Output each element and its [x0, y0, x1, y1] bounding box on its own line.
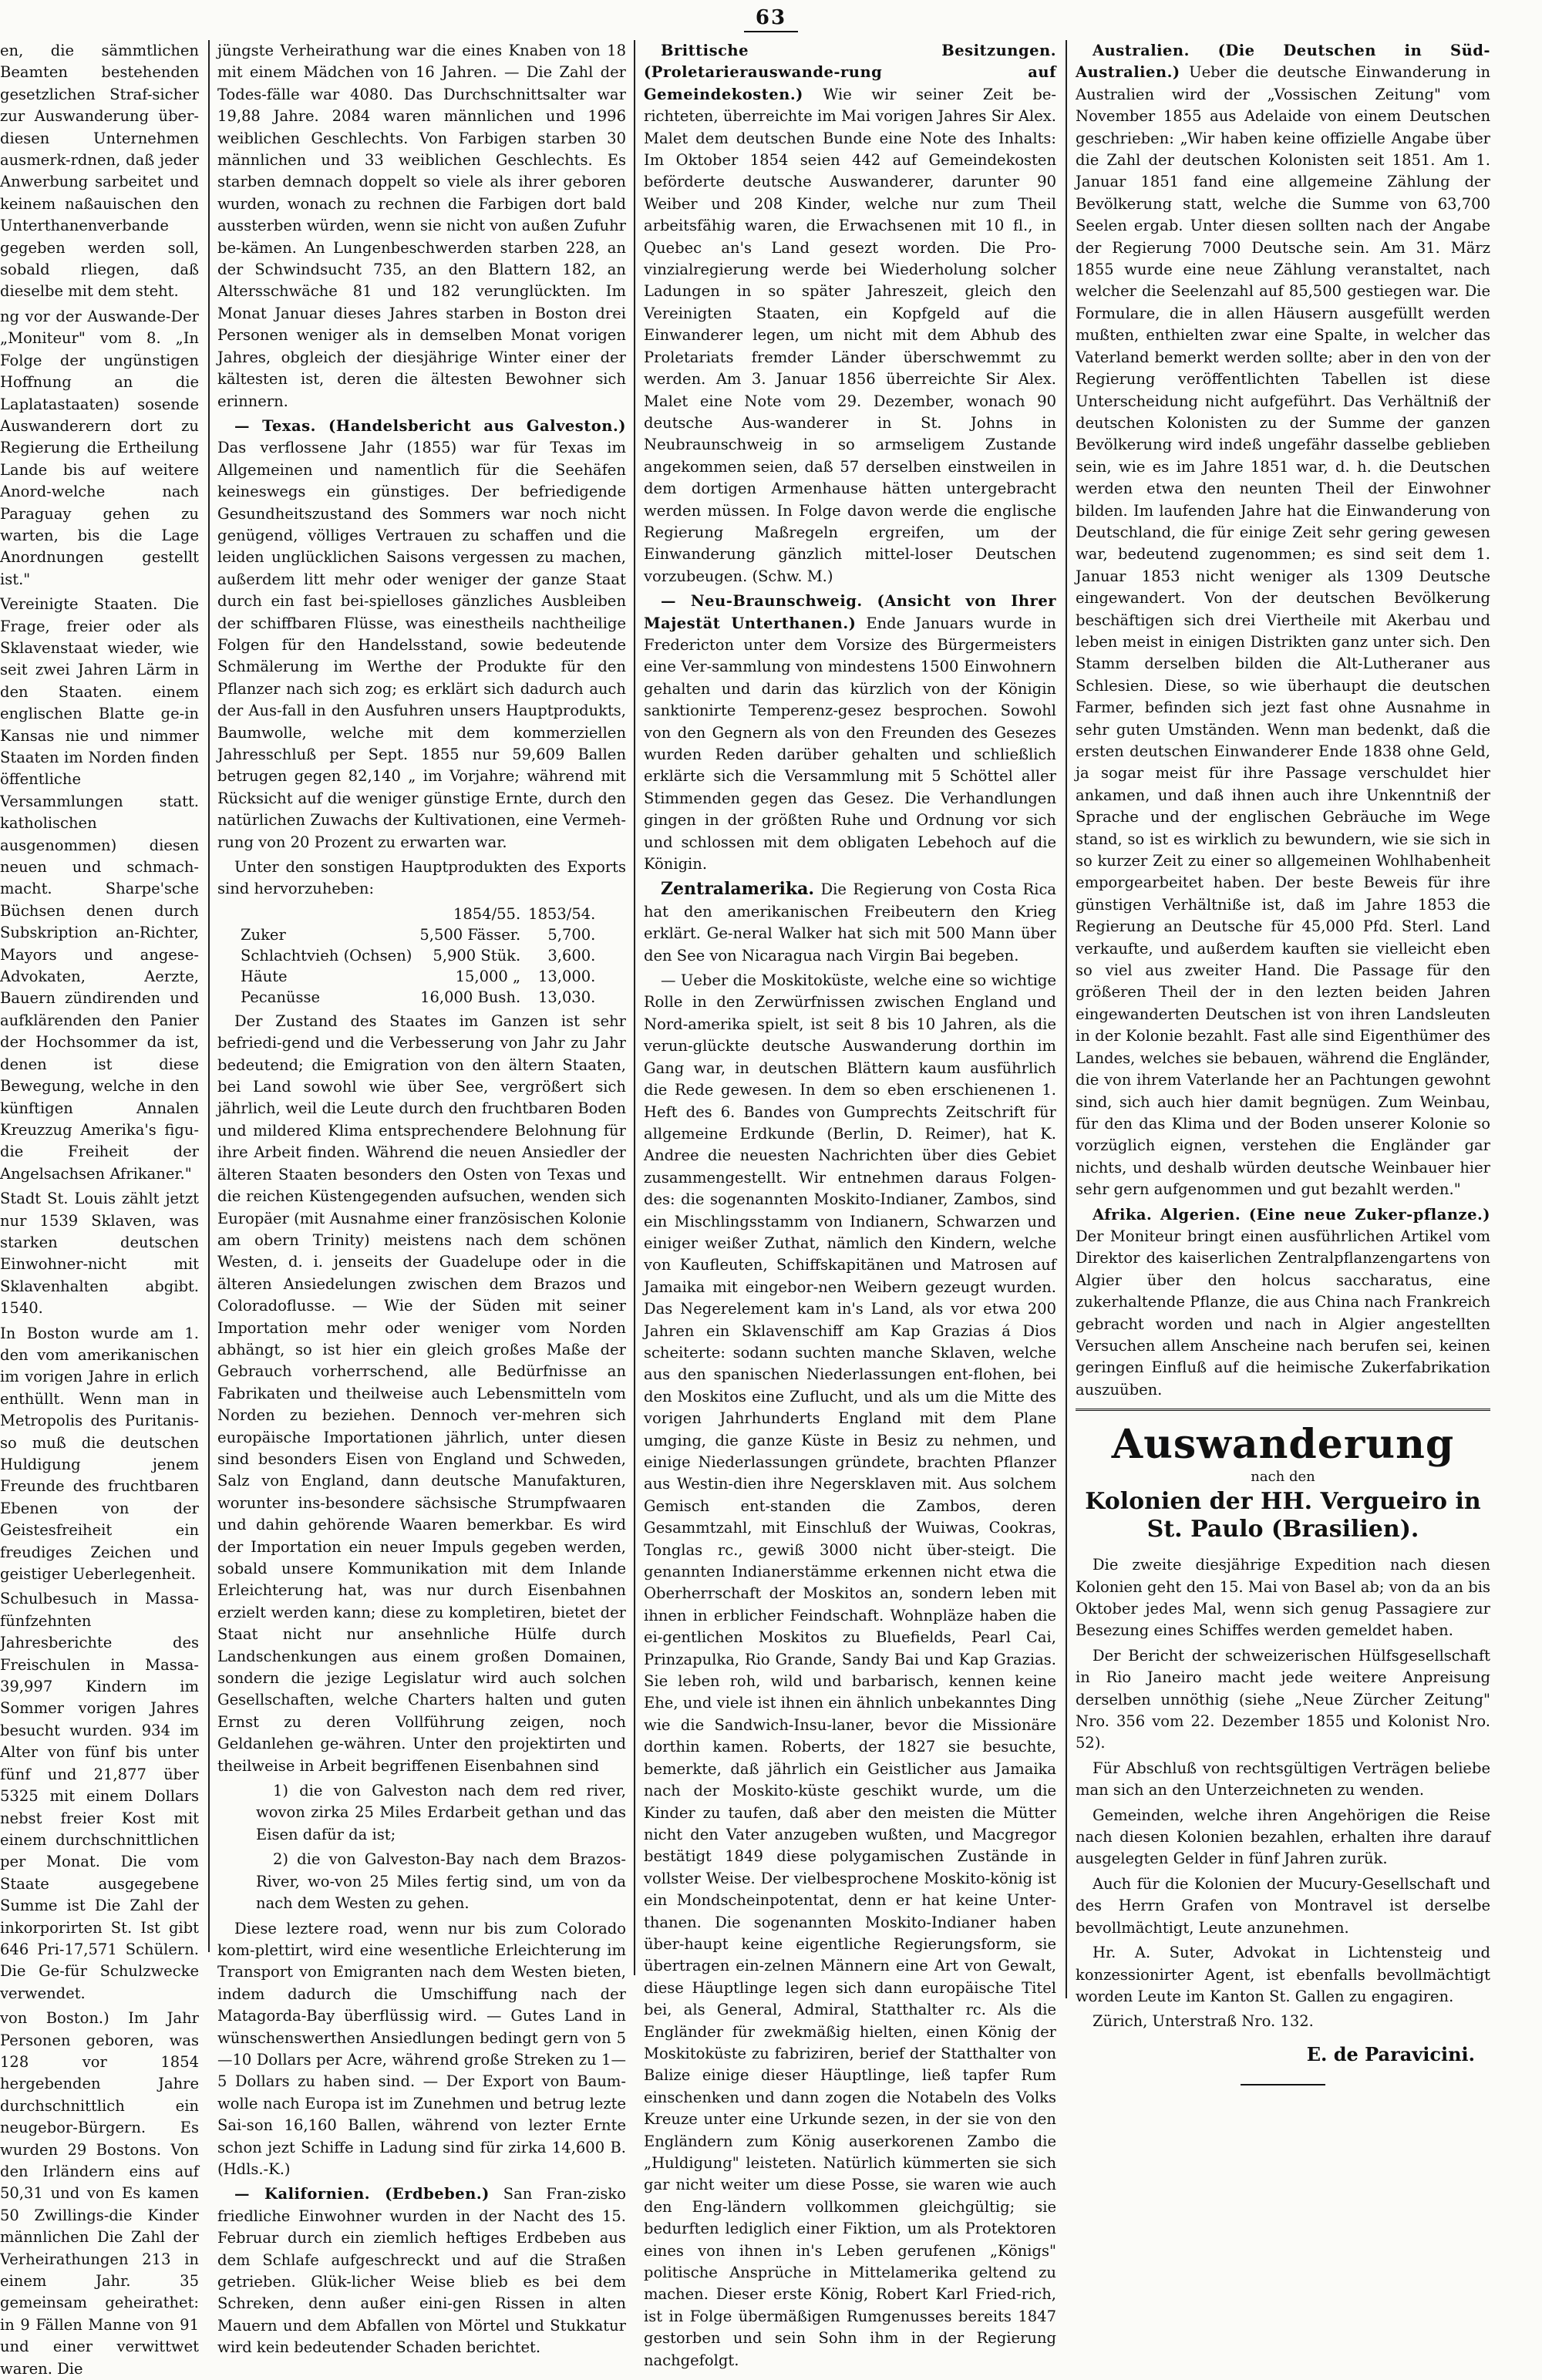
ca-text: Die Regierung von Costa Rica hat den amerikanischen Freibeutern den Krieg erklärt. Ge-neral Walker hat sich mit 500 Mann über den See von Nicaragua nach Virgin Bai begeben. [644, 880, 1056, 964]
end-rule [1241, 2084, 1325, 2085]
export-value: 13,000. [537, 967, 596, 985]
africa-text: Der Moniteur bringt einen ausführlichen Artikel vom Direktor des kaiserlichen Zentralpflanzengartens von Algier über den holcus saccharatus, eine zukerhaltende Pflanze, die aus China nach Frankreich gebracht worden und nach in Algier angestellten Versuchen allem Anscheine nach berufen sei, keinen geringen Einfluß auf die heimische Zukerfabrikation auszuüben. [1076, 1227, 1490, 1399]
column-1 [217, 40, 626, 2357]
column-rule-2 [634, 40, 635, 1975]
advertisement-title: Auswanderung [1111, 1421, 1455, 1469]
export-item: Pecanüsse [241, 988, 321, 1006]
paragraph-texas [217, 416, 626, 853]
export-value: 5,900 Stük. [433, 946, 521, 964]
nb-text: Ende Januars wurde in Fredericton unter dem Vorsize des Bürgermeisters eine Ver-sammlung von mindestens 1500 Einwohnern gehalten und darin das kürzlich von der Königin sanktionirte Temperenz-gesez besprochen. Sowohl von den Gegnern als von den Freunden des Gesezes wurden Reden darüber gehalten und schließlich erklärte sich die Versammlung mit 5 Schöttel aller Stimmenden gegen das Gesez. Die Verhandlungen gingen in der größten Ruhe und Ordnung vor sich und schlossen mit dem obligaten Lebehoch auf die Königin. [644, 614, 1056, 874]
list-item: 2) die von Galveston-Bay nach dem Brazos-River, wo-von 25 Miles fertig sind, um von da nach dem Westen zu gehen. [256, 1850, 626, 1913]
table-header-row [241, 904, 603, 924]
advertisement-rule [1076, 1409, 1490, 1411]
section-heading-new-brunswick: — Neu-Braunschweig. (Ansicht von Ihrer Majestät Unterthanen.) [644, 592, 1056, 632]
table-row [241, 945, 603, 966]
paragraph: jüngste Verheirathung war die eines Knaben von 18 mit einem Mädchen von 16 Jahren. — Die Zahl der Todes-fälle war 4080. Das Durchschnittsalter war 19,88 Jahre. 2084 waren männlichen und 1996 weiblichen Geschlechts. Von Farbigen starben 30 männlichen und 33 weiblichen Geschlechts. Es starben demnach doppelt so viele als ihrer geboren wurden, wonach zu rechnen die Farbigen dort bald aussterben würden, wenn sie nicht von außen Zufuhr be-kämen. An Lungenbeschwerden starben 228, an der Schwindsucht 735, an den Blattern 182, an Altersschwäche 81 und 182 verunglückten. Im Monat Januar dieses Jahres starben in Boston drei Personen weniger als in demselben Monat vorigen Jahres, obgleich der diesjährige Winter einer der kältesten ist, deren die ältesten Bewohner sich erinnern. [217, 42, 626, 410]
advertisement-paragraph: Die zweite diesjährige Expedition nach diesen Kolonien geht den 15. Mai von Basel ab; von da an bis Oktober jedes Mal, wenn sich genug Passagiere zur Besezung eines Schiffes werden gemeldet haben. [1076, 1556, 1490, 1640]
advertisement-paragraph: Gemeinden, welche ihren Angehörigen die Reise nach diesen Kolonien bezahlen, erhalten ihre darauf ausgelegten Gelder in fünf Jahren zurük. [1076, 1806, 1490, 1868]
page-number: 63 [0, 6, 1542, 32]
paragraph: Der Zustand des Staates im Ganzen ist sehr befriedi-gend und die Verbesserung von Jahr zu Jahr bedeutend; die Emigration von den ältern Staaten, bei Land sowohl wie über See, vergrößert sich jährlich, weil die Leute durch den fruchtbaren Boden und mildered Klima entsprechendere Belohnung für ihre Arbeit finden. Während die neuen Ansiedler der älteren Staaten besonders den Osten von Texas und die reichen Küstengegenden aufsuchen, wenden sich Europäer (mit Ausnahme einer französischen Kolonie am obern Trinity) meistens nach dem schönen Westen, d. i. jenseits der Guadelupe oder in die älteren Ansiedelungen zwischen dem Brazos und Coloradoflusse. — Wie der Süden mit seiner Importation mehr oder weniger vom Norden abhängt, so ist hier ein gleich großes Maße der Gebrauch vorherrschend, alle Bedürfnisse an Fabrikaten und theilweise auch Lebensmitteln vom Norden zu beziehen. Dennoch ver-mehren sich europäische Importationen jährlich, unter diesen sind besonders Eisen von England und Schweden, Salz von England, dann deutsche Manufakturen, worunter ins-besondere sächsische Strumpfwaaren und dahin gehörende Waaren bemerkbar. Es wird der Importation ein neuer Impuls gegeben werden, sobald unsere Kommunikation mit dem Inlande Erleichterung hat, was nur durch Eisenbahnen erzielt werden kann; diese zu kompletiren, bietet der Staat nicht nur ansehnliche Hülfe durch Landschenkungen aus einem großen Domainen, sondern die jezige Legislatur wird auch solchen Gesellschaften, welche Charters halten und guten Ernst zu deren Vollführung zeigen, noch Geldanlehen ge-währen. Unter den projektirten und theilweise in Arbeit begriffenen Eisenbahnen sind [217, 1012, 626, 1775]
advertisement-subtitle: nach den [1251, 1469, 1315, 1486]
export-value: 15,000 „ [455, 967, 521, 985]
column-left-cropped [0, 40, 199, 2378]
advertisement-colony-name: Kolonien der HH. Vergueiro in St. Paulo (Brasilien). [1085, 1488, 1481, 1543]
section-heading-british: Brittische Besitzungen. (Proletarierauswande-rung auf Gemeindekosten.) [644, 42, 1056, 103]
export-value: 13,030. [537, 988, 596, 1006]
export-item: Schlachtvieh (Ochsen) [241, 946, 412, 964]
advertisement-paragraph: Für Abschluß von rechtsgültigen Verträgen beliebe man sich an den Unterzeichneten zu wenden. [1076, 1759, 1490, 1799]
export-value: 16,000 Bush. [420, 988, 521, 1006]
export-value: 5,500 Fässer. [419, 925, 521, 944]
paragraph: von Boston.) Im Jahr Personen geboren, was 128 vor 1854 hergebenden Jahre durchschnittlich ein neugebor-Bürgern. Es wurden 29 Bostons. Von den Irländern eins auf 50,31 und von Es kamen 50 Zwillings-die Kinder männlichen Die Zahl der Verheirathungen 213 in einem Jahr. 35 gemeinsam geheirathet: in 9 Fällen Manne von 91 und einer verwittwet waren. Die [0, 2009, 199, 2378]
year-header: 1854/55. [453, 904, 521, 923]
australia-text: Ueber die deutsche Einwanderung in Australien wird der „Vossischen Zeitung" vom November 1855 aus Adelaide von einem Deutschen geschrieben: „Wir haben keine offizielle Angabe über die Zahl der deutschen Kolonisten seit 1851. Am 1. Januar 1851 fand eine allgemeine Zählung der Bevölkerung statt, welche die Summe von 63,700 Seelen ergab. Unter diesen sollten nach der Angabe der Regierung 7000 Deutsche sein. Am 31. März 1855 wurde eine neue Zählung veranstaltet, nach welcher die Seelenzahl auf 85,500 gestiegen war. Die Formulare, die in allen Häusern ausgefüllt werden mußten, enthielten zwar eine Spalte, in welcher das Vaterland bemerkt werden sollte; aber in den von der Regierung veröffentlichten Tabellen ist diese Unterscheidung nicht aufgeführt. Das Verhältniß der deutschen Kolonisten zu der Summe der ganzen Bevölkerung wird indeß ungefähr dasselbe geblieben sein, wie es im Jahre 1851 war, d. h. die Deutschen werden etwa den neunten Theil der Einwohner bilden. Im laufenden Jahre hat die Einwanderung von Deutschland, die für einige Zeit sehr gering gewesen war, bedeutend zugenommen; es sind seit dem 1. Januar 1853 nicht weniger als 1309 Deutsche eingewandert. Von der deutschen Bevölkerung beschäftigen sich drei Viertheile mit Akerbau und leben meist in einigen Distrikten ganz unter sich. Den Stamm derselben bilden die Alt-Lutheraner aus Schlesien. Diese, so wie überhaupt die deutschen Farmer, befinden sich jezt fast ohne Ausnahme in sehr guten Umständen. Wenn man bedenkt, daß die ersten deutschen Einwanderer Ende 1838 ohne Geld, ja sogar meist für ihre Passage verschuldet hier ankamen, und daß ihnen auch ihre Unkenntniß der Sprache und der englischen Gebräuche im Wege stand, so ist es wirklich zu bewundern, wie sie sich in so kurzer Zeit zu einer so allgemeinen Wohlhabenheit emporgearbeitet haben. Der beste Beweis für ihre günstigen Verhältniße ist, daß im Jahre 1853 die Regierung an Deutsche für 45,000 Pfd. Sterl. Land verkaufte, und außerdem kauften sie vielleicht eben so viel aus zweiter Hand. Die Passage für den größeren Theil der in den lezten beiden Jahren eingewanderten Deutschen ist von ihren Landsleuten in der Kolonie bezahlt. Fast alle sind Eigenthümer des Landes, welches sie bebauen, während die Engländer, die von ihrem Vaterlande her an Pachtungen gewohnt sind, sich auch hier damit begnügen. Zum Weinbau, für den das Klima und der Boden unserer Kolonie so vorzüglich eignen, verstehen die Engländer gar nichts, und deshalb würden deutsche Weinbauer hier sehr gern aufgenommen und gut bezahlt werden." [1076, 63, 1490, 1199]
table-row [241, 966, 603, 987]
exports-intro: Unter den sonstigen Hauptprodukten des Exports sind hervorzuheben: [217, 858, 626, 898]
export-item: Zuker [241, 925, 286, 944]
section-heading-africa: Afrika. Algerien. (Eine neue Zuker-pflanze.) [1093, 1205, 1490, 1224]
export-value: 5,700. [547, 925, 596, 944]
section-heading-central-america: Zentralamerika. [661, 879, 815, 900]
california-text: San Fran-zisko friedliche Einwohner wurden in der Nacht des 15. Februar durch ein ziemlich heftiges Erdbeben aus dem Schlafe aufgeschreckt und auf die Straßen getrieben. Glük-licher Weise blieb es bei dem Schreken, denn außer eini-gen Rissen in alten Mauern und dem Abfallen von Mörtel und Stukkatur wird kein bedeutender Schaden berichtet. [217, 2185, 626, 2357]
section-heading-australia: Australien. (Die Deutschen in Süd-Australien.) [1076, 42, 1490, 82]
paragraph: Schulbesuch in Massa-fünfzehnten Jahresberichte des Freischulen in Massa-39,997 Kindern im Sommer vorigen Jahres besucht wurden. 934 im Alter von fünf bis unter fünf und 21,877 über 5325 mit einem Dollars nebst freier Kost mit einem durchschnittlichen per Monat. Die vom Staate ausgegebene Summe ist Die Zahl der inkorporirten St. Ist gibt 646 Pri-17,571 Schülern. Die Ge-für Schulzwecke verwendet. [0, 1590, 199, 2002]
table-row [241, 987, 603, 1008]
texas-text: Das verflossene Jahr (1855) war für Texas im Allgemeinen und namentlich für die Seehäfen keineswegs ein günstiges. Der befriedigende Gesundheitszustand des Sommers war noch nicht genügend, völliges Vertrauen zu schaffen und die leiden unglücklichen Saisons vergessen zu machen, außerdem litt mehr oder weniger der ganze Staat durch ein fast bei-spielloses gänzliches Ausbleiben der schiffbaren Flüsse, was einestheils nachtheilige Folgen für den Handelsstand, sowie bedeutende Schmälerung im Werthe der Produkte für den Pflanzer nach sich zog; es erklärt sich dadurch auch der Aus-fall in den Ausfuhren unsers Hauptprodukts, Baumwolle, welche mit dem kommerziellen Jahresschluß per Sept. 1855 nur 59,609 Ballen betrugen gegen 82,140 „ im Vorjahre; während mit Rücksicht auf die weniger günstige Ernte, durch den natürlichen Zuwachs der Kultivationen, eine Vermeh-rung von 20 Prozent zu erwarten war. [217, 439, 626, 851]
section-heading-texas: — Texas. (Handelsbericht aus Galveston.) [234, 416, 626, 435]
year-header: 1853/54. [528, 904, 596, 923]
export-value: 3,600. [547, 946, 596, 964]
paragraph-africa [1076, 1204, 1490, 1402]
paragraph: In Boston wurde am 1. den vom amerikanischen im vorigen Jahre in erlich enthüllt. Wenn man in Metropolis des Puritanis-so muß die deutschen Huldigung jenem Freunde des fruchtbaren Ebenen von der Geistesfreiheit ein freudiges Zeichen und geistiger Ueberlegenheit. [0, 1324, 199, 1584]
british-text: Wie wir seiner Zeit be-richteten, überreichte im Mai vorigen Jahres Sir Alex. Malet dem deutschen Bunde eine Note des Inhalts: Im Oktober 1854 seien 442 auf Gemeindekosten beförderte deutsche Auswanderer, darunter 90 Weiber und 208 Kinder, welche nur zum Theil arbeitsfähig waren, die Erwachsenen mit 10 fl., in Quebec an's Land gesezt worden. Die Pro-vinzialregierung werde bei Wiederholung solcher Ladungen in so später Jahreszeit, gleich den Vereinigten Staaten, ein Kopfgeld auf die Einwanderer legen, um nicht mit dem Abhub des Proletariats fremder Länder überschwemmt zu werden. Am 3. Januar 1856 überreichte Sir Alex. Malet eine Note vom 29. Dezember, wonach 90 deutsche Aus-wanderer in St. Johns in Neubraunschweig in so armseligem Zustande angekommen seien, daß 57 derselben einstweilen in dem dortigen Armenhause hätten untergebracht werden müssen. In Folge davon werde die englische Regierung Maßregeln ergreifen, um der Einwanderung gänzlich mittel-loser Deutschen vorzubeugen. (Schw. M.) [644, 85, 1057, 585]
export-item: Häute [241, 967, 288, 985]
column-3 [1076, 40, 1490, 2065]
paragraph-mosquito-coast: — Ueber die Moskitoküste, welche eine so wichtige Rolle in den Zerwürfnissen zwischen England und Nord-amerika spielt, ist seit 8 bis 10 Jahren, als die verun-glückte deutsche Auswanderung dorthin im Gang war, in deutschen Blättern kaum ausführlich die Rede gewesen. In dem so eben erschienenen 1. Heft des 6. Bandes von Gumprechts Zeitschrift für allgemeine Erdkunde (Berlin, D. Reimer), hat K. Andree die neuesten Nachrichten über dies Gebiet zusammengestellt. Wir entnehmen daraus Folgen-des: die sogenannten Moskito-Indianer, Zambos, sind ein Mischlingsstamm von Indianern, Schwarzen und einiger weißer Zuthat, nämlich den Kindern, welche von Kaufleuten, Schiffskapitänen und Matrosen auf Jamaika mit eingebor-nen Weibern gezeugt wurden. Das Negerelement kam in's Land, als vor etwa 200 Jahren ein Sklavenschiff am Kap Grazias á Dios scheiterte: sodann suchten manche Sklaven, welche aus den spanischen Niederlassungen ent-flohen, bei den Moskitos eine Zuflucht, und als um die Mitte des vorigen Jahrhunderts England mit dem Plane umging, die ganze Küste in Besiz zu nehmen, und einige Niederlassungen gründete, brachten Pflanzer aus Westin-dien ihre Negersklaven mit. Aus solchem Gemisch ent-standen die Zambos, deren Gesammtzahl, mit Einschluß der Wuiwas, Cookras, Tonglas rc., gewiß 3000 nicht über-steigt. Die genannten Indianerstämme erkennen nicht etwa die Oberherrschaft der Moskitos an, sondern leben mit ihnen in erblicher Feindschaft. Wohnpläze haben die ei-gentlichen Moskitos zu Bluefields, Pearl Cai, Prinzapulka, Rio Grande, Sandy Bai und Kap Grazias. Sie leben roh, wild und barbarisch, kennen keine Ehe, und viele ist ihnen ein ähnlich unbekanntes Ding wie die Sandwich-Insu-laner, bevor die Missionäre dorthin kamen. Roberts, der 1827 sie besuchte, bemerkte, daß jährlich ein Geistlicher aus Jamaika nach der Moskito-küste geschikt wurde, um die Kinder zu taufen, daß aber den meisten die Mütter nicht den Vater anzugeben wußten, und Macgregor bestätigt 1849 diese polygamischen Zustände in vollster Weise. Der vielbesprochene Moskito-könig ist ein Mondscheinpotentat, denn er hat keine Unter-thanen. Die sogenannten Moskito-Indianer haben über-haupt keine eigentliche Regierungsform, sie übertragen ein-zelnen Männern eine Art von Gewalt, diese Häuptlinge legen sich dann europäische Titel bei, als General, Admiral, Statthalter rc. Als die Engländer für zwekmäßig hielten, einen König der Moskitoküste zu fabriziren, berief der Statthalter von Balize einige dieser Häuptlinge, ließ tapfer Rum einschenken und dann zogen die Notabeln des Volks Kreuze unter eine Urkunde sezen, in der sie von den Engländern zum König auserkorenen Zambo die „Huldigung" leisteten. Natürlich kümmerten sie sich gar nicht weiter um diese Posse, sie waren wie auch den Eng-ländern vollkommen gleichgültig; sie bedurften lediglich einer Fiktion, um als Protektoren eines von ihnen in's Leben gerufenen „Königs" politische Ansprüche in Mittelamerika geltend zu machen. Dieser erste König, Robert Karl Fried-rich, ist in Folge übermäßigen Rumgenusses bereits 1847 gestorben und sein Sohn ihm in der Regierung nachgefolgt. [644, 971, 1056, 2369]
exports-table [241, 904, 603, 1008]
paragraph: ng vor der Auswande-Der „Moniteur" vom 8. „In Folge der ungünstigen Hoffnung an die Laplatastaaten) sosende Auswanderern dort zu Regierung die Ertheilung Lande bis auf weitere Anord-welche nach Paraguay gehen zu warten, bis die Lage Anordnungen gestellt ist." [0, 307, 199, 588]
paragraph: Vereinigte Staaten. Die Frage, freier oder als Sklavenstaat wieder, wie seit zwei Jahren Lärm in den Staaten. einem englischen Blatte ge-in Kansas nie und nimmer Staaten im Norden finden öffentliche Versammlungen statt. katholischen ausgenommen) diesen neuen und schmach-macht. Sharpe'sche Büchsen denen durch Subskription an-Richter, Mayors und angese-Advokaten, Aerzte, Bauern zündirenden und aufklärenden den Panier der Hochsommer da ist, denen ist diese Bewegung, welche in den künftigen Annalen Kreuzzug Amerika's figu-die Freiheit der Angelsachsen Afrikaner." [0, 595, 199, 1183]
paragraph: Stadt St. Louis zählt jetzt nur 1539 Sklaven, was starken deutschen Einwohner-nicht mit Sklavenhalten abgibt. 1540. [0, 1190, 199, 1318]
paragraph: en, die sämmtlichen Beamten bestehenden gesetzlichen Straf-sicher zur Auswanderung über-diesen Unternehmen ausmerk-rdnen, daß jeder Anwerbung sarbeitet und keinem naßauischen den Unterthanenverbande gegeben werden soll, sobald rliegen, daß dieselbe mit dem steht. [0, 42, 199, 301]
signature: E. de Paravicini. [1306, 2042, 1475, 2065]
advertisement-paragraph: Hr. A. Suter, Advokat in Lichtensteig und konzessionirter Agent, ist ebenfalls bevollmächtigt worden Leute im Kanton St. Gallen zu engagiren. [1076, 1944, 1490, 2005]
paragraph-central-america [644, 878, 1056, 967]
column-rule-3 [1066, 40, 1067, 1998]
advertisement-paragraph: Der Bericht der schweizerischen Hülfsgesellschaft in Rio Janeiro macht jede weitere Anpreisung derselben unnöthig (siehe „Neue Zürcher Zeitung" Nro. 356 vom 22. Dezember 1855 und Kolonist Nro. 52). [1076, 1646, 1490, 1752]
column-2 [644, 40, 1057, 2369]
paragraph-california [217, 2183, 626, 2358]
paragraph: Diese leztere road, wenn nur bis zum Colorado kom-plettirt, wird eine wesentliche Erleichterung im Transport von Emigranten nach dem Westen bieten, indem dadurch die Umschiffung nach der Matagorda-Bay überflüssig wird. — Gutes Land in wünschenswerthen Ansiedlungen bedingt gern von 5—10 Dollars per Acre, während große Streken zu 1—5 Dollars zu haben sind. — Der Export von Baum-wolle nach Europa ist im Zunehmen und betrug lezte Sai-son 16,160 Ballen, während von lezter Ernte schon jezt Schiffe in Ladung sind für zirka 14,600 B. (Hdls.-K.) [217, 1919, 626, 2178]
table-row [241, 924, 603, 945]
column-rule-1 [208, 40, 210, 1952]
paragraph-australia [1076, 40, 1490, 1201]
paragraph-british [644, 40, 1056, 587]
advertisement-address: Zürich, Unterstraß Nro. 132. [1093, 2012, 1314, 2031]
paragraph-new-brunswick [644, 591, 1056, 875]
advertisement-paragraph: Auch für die Kolonien der Mucury-Gesellschaft und des Herrn Grafen von Montravel ist derselbe bevollmächtigt, Leute anzunehmen. [1076, 1874, 1490, 1937]
advertisement [1076, 1422, 1490, 2085]
section-heading-california: — Kalifornien. (Erdbeben.) [234, 2185, 490, 2203]
list-item: 1) die von Galveston nach dem red river, wovon zirka 25 Miles Erdarbeit gethan und das Eisen dafür da ist; [256, 1782, 626, 1843]
